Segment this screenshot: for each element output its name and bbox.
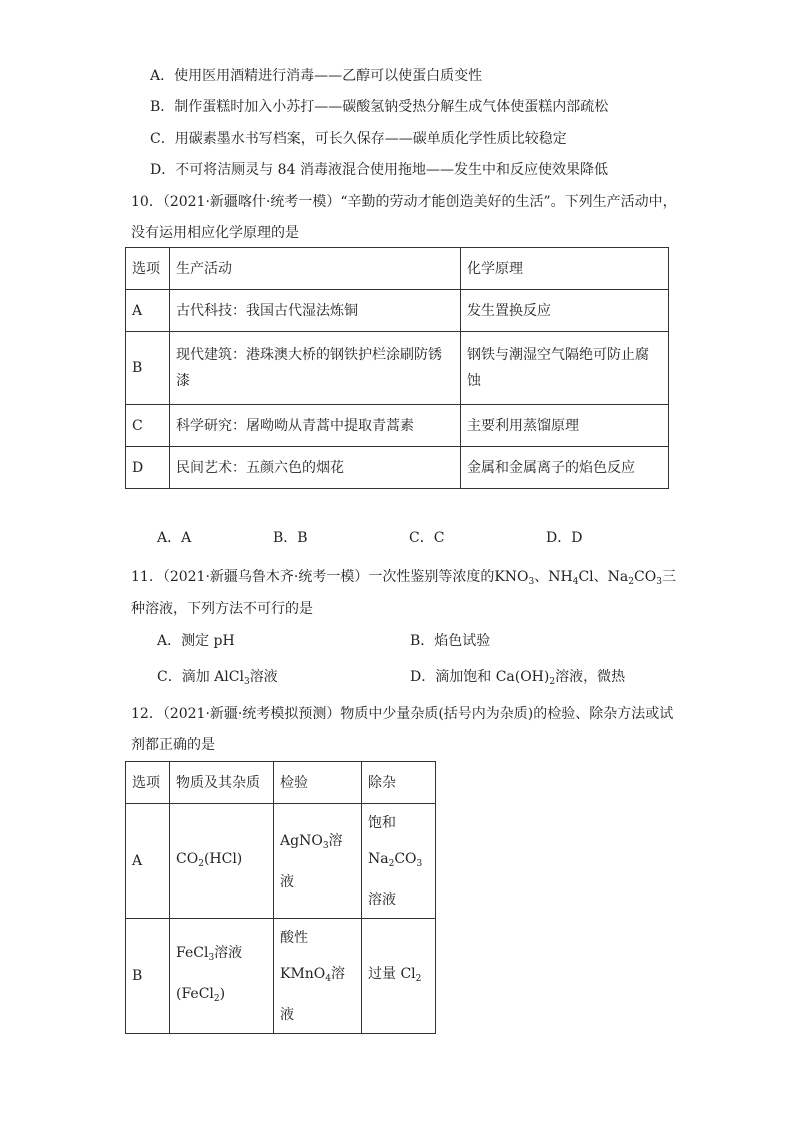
substance-line (176, 976, 267, 1017)
table-row (126, 405, 669, 447)
activity-cell: 科学研究：屠呦呦从青蒿中提取青蒿素 (170, 405, 461, 447)
subscript: 4 (325, 973, 332, 984)
subscript: 2 (549, 677, 556, 687)
table-header-row (126, 248, 669, 290)
substance-line (176, 935, 267, 976)
q11-option-d[interactable] (410, 667, 625, 692)
activity-cell: 民间艺术：五颜六色的烟花 (170, 447, 461, 489)
formula-text: CO (176, 850, 199, 867)
check-line (280, 823, 355, 864)
formula-text: KNO (494, 569, 529, 585)
formula-text: FeCl (176, 945, 209, 961)
activity-cell: 现代建筑：港珠澳大桥的钢铁护栏涂刷防锈漆 (170, 332, 461, 405)
check-line: 酸性 (280, 929, 308, 946)
check-line (280, 956, 355, 997)
formula-text: Cl (400, 965, 416, 982)
q10-stem-line1: 10．（2021·新疆喀什·统考一模）“辛勤的劳动才能创造美好的生活”。下列生产活动中， (131, 194, 677, 210)
principle-cell: 钢铁与潮湿空气隔绝可防止腐蚀 (461, 332, 669, 405)
q9-option-a: A．使用医用酒精进行消毒——乙醇可以使蛋白质变性 (150, 68, 483, 84)
subscript: 3 (656, 577, 662, 587)
q12-stem-line2: 剂都正确的是 (131, 737, 215, 753)
formula-na2co3 (608, 569, 662, 585)
formula-text: Na (607, 569, 629, 585)
header-cell: 除杂 (362, 762, 436, 804)
formula-text: AlCl (214, 669, 244, 685)
principle-cell: 主要利用蒸馏原理 (461, 405, 669, 447)
option-cell: B (126, 332, 170, 405)
option-cell: A (126, 804, 170, 919)
remove-cell (362, 919, 436, 1034)
cell-text: 过量 (368, 965, 401, 982)
option-text: C．滴加 (157, 669, 215, 685)
formula-text: Ca(OH) (495, 669, 550, 685)
q10-table (125, 247, 669, 489)
principle-cell: 发生置换反应 (461, 290, 669, 332)
check-line: 液 (280, 873, 294, 890)
option-cell: C (126, 405, 170, 447)
table-row (126, 290, 669, 332)
substance-cell (170, 919, 274, 1034)
q11-option-c[interactable] (157, 667, 278, 692)
q9-option-d: D．不可将洁厕灵与 84 消毒液混合使用拖地——发生中和反应使效果降低 (150, 162, 608, 178)
q11-stem-line1 (131, 567, 676, 592)
subscript: 4 (572, 577, 579, 587)
option-text: 溶液 (249, 669, 278, 685)
formula-text: Cl (578, 569, 594, 585)
remove-line (368, 841, 429, 882)
remove-line: 溶液 (368, 891, 396, 908)
check-cell (274, 804, 362, 919)
header-cell: 选项 (126, 762, 170, 804)
q9-option-b: B．制作蛋糕时加入小苏打——碳酸氢钠受热分解生成气体使蛋糕内部疏松 (150, 99, 609, 115)
q10-choice-a[interactable]: A．A (157, 530, 192, 546)
remove-line: 饱和 (368, 814, 396, 831)
formula-text: CO (634, 569, 657, 585)
q10-choice-b[interactable]: B．B (273, 530, 308, 546)
subscript: 3 (243, 677, 250, 687)
formula-nh4cl (548, 569, 593, 585)
separator: 、 (593, 569, 608, 585)
formula-text: (HCl) (203, 850, 243, 867)
cell-text: 溶 (328, 832, 343, 849)
subscript: 3 (208, 953, 215, 963)
subscript: 2 (415, 973, 422, 984)
principle-cell: 金属和金属离子的焰色反应 (461, 447, 669, 489)
check-line: 液 (280, 1006, 294, 1023)
subscript: 2 (388, 858, 395, 869)
option-cell: A (126, 290, 170, 332)
formula-text: Na (368, 850, 389, 867)
table-row (126, 332, 669, 405)
cell-text: 溶 (331, 965, 346, 982)
substance-cell (170, 804, 274, 919)
subscript: 2 (213, 994, 220, 1004)
q10-choice-d[interactable]: D．D (546, 530, 583, 546)
option-cell: D (126, 447, 170, 489)
formula-text: (FeCl (176, 986, 214, 1002)
cell-text: 溶液 (214, 945, 243, 961)
header-cell: 化学原理 (461, 248, 669, 290)
formula-text: ) (219, 986, 226, 1002)
activity-cell: 古代科技：我国古代湿法炼铜 (170, 290, 461, 332)
q11-option-a[interactable]: A．测定 pH (157, 633, 235, 649)
header-cell: 选项 (126, 248, 170, 290)
option-text: D．滴加饱和 (410, 669, 496, 685)
q9-option-c: C．用碳素墨水书写档案，可长久保存——碳单质化学性质比较稳定 (150, 131, 567, 147)
header-cell: 检验 (274, 762, 362, 804)
separator: 、 (534, 569, 549, 585)
subscript: 3 (528, 577, 535, 587)
subscript: 2 (628, 577, 635, 587)
formula-text: KMnO (280, 965, 326, 982)
q11-stem-suffix: 三 (661, 569, 676, 585)
formula-kno3 (494, 569, 534, 585)
table-row (126, 804, 436, 919)
header-cell: 生产活动 (170, 248, 461, 290)
q11-option-b[interactable]: B．焰色试验 (410, 633, 491, 649)
q12-table (125, 761, 436, 1034)
remove-cell (362, 804, 436, 919)
subscript: 3 (322, 840, 329, 851)
q10-choice-c[interactable]: C．C (409, 530, 445, 546)
q11-stem-line2: 种溶液，下列方法不可行的是 (131, 601, 313, 617)
check-cell (274, 919, 362, 1034)
formula-text: AgNO (280, 832, 323, 849)
table-header-row (126, 762, 436, 804)
formula-text: NH (548, 569, 573, 585)
q10-stem-line2: 没有运用相应化学原理的是 (131, 225, 299, 241)
q11-stem-prefix: 11．（2021·新疆乌鲁木齐·统考一模）一次性鉴别等浓度的 (131, 569, 495, 585)
header-cell: 物质及其杂质 (170, 762, 274, 804)
formula-text: CO (394, 850, 417, 867)
subscript: 2 (198, 858, 204, 869)
table-row (126, 919, 436, 1034)
table-row (126, 447, 669, 489)
option-cell: B (126, 919, 170, 1034)
option-text: 溶液，微热 (555, 669, 626, 685)
subscript: 3 (416, 858, 423, 869)
q12-stem-line1: 12．（2021·新疆·统考模拟预测）物质中少量杂质(括号内为杂质)的检验、除杂方法或试 (131, 706, 674, 722)
